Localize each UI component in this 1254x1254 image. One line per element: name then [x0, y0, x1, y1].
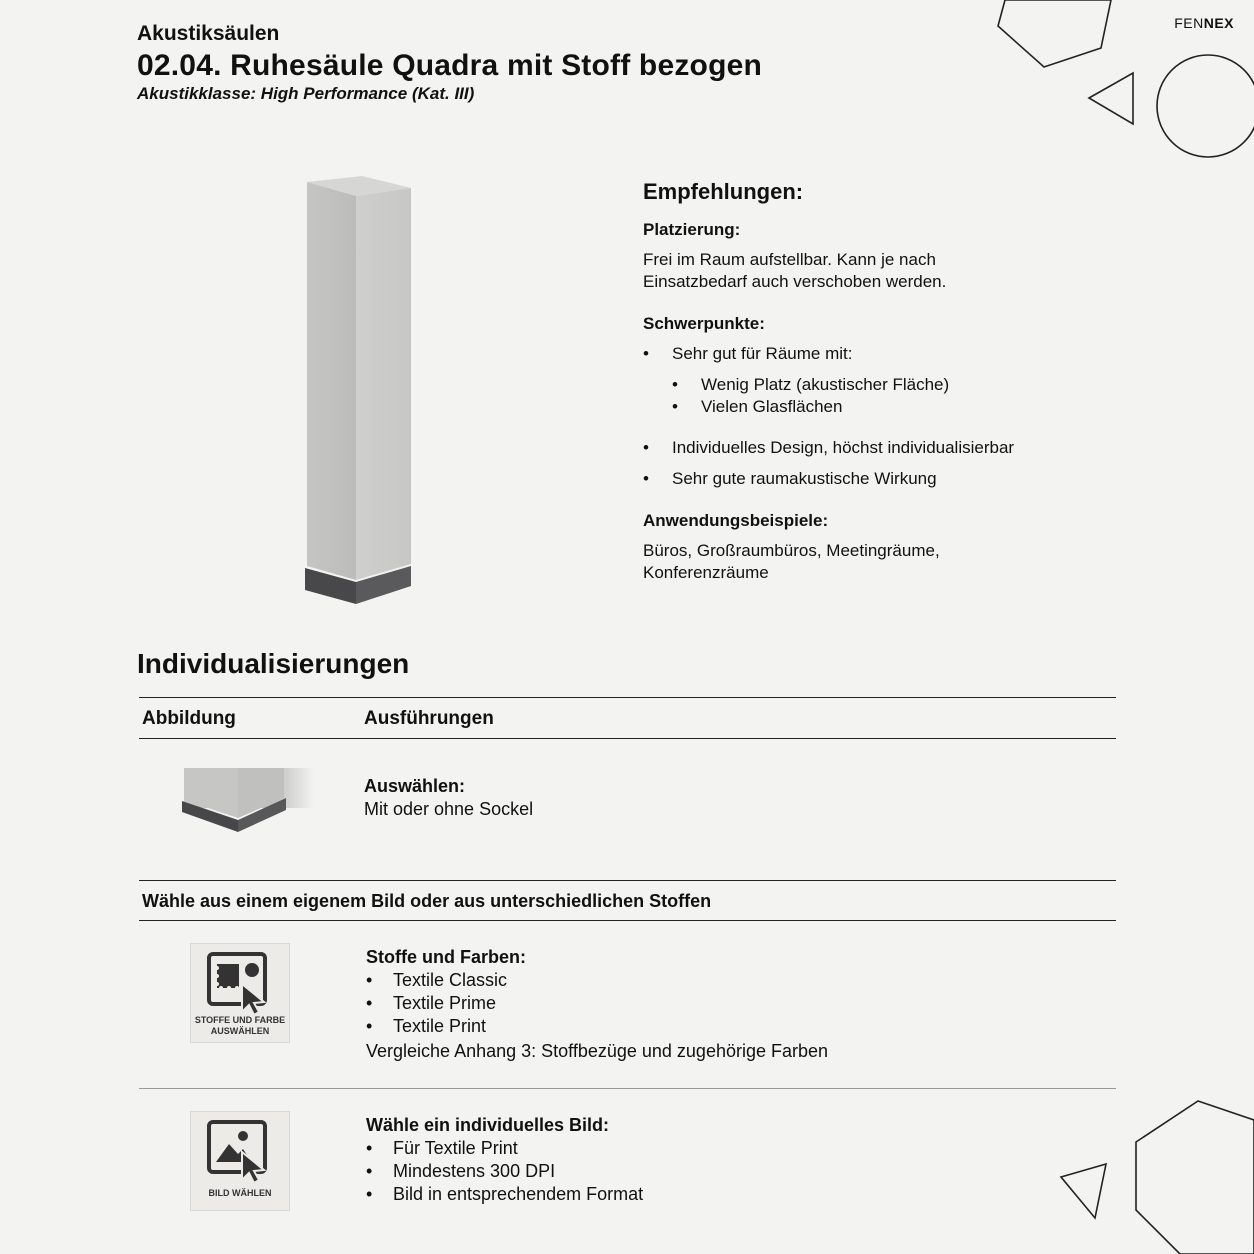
column-header-image: Abbildung — [142, 708, 236, 729]
image-option — [366, 1114, 643, 1206]
list-item: • Textile Classic — [366, 969, 828, 992]
base-label: Auswählen: — [364, 776, 466, 796]
list-item: • Mindestens 300 DPI — [366, 1160, 643, 1183]
image-select-card[interactable] — [190, 1111, 290, 1211]
list-item: • Wenig Platz (akustischer Fläche) — [672, 374, 1083, 396]
divider — [139, 697, 1116, 698]
examples-text: Büros, Großraumbüros, Meetingräume, Konferenzräume — [643, 541, 940, 582]
list-item: • Sehr gute raumakustische Wirkung — [643, 468, 1083, 490]
image-label: Wähle ein individuelles Bild: — [366, 1115, 610, 1135]
section-heading: Individualisierungen — [137, 648, 410, 679]
recommendations-panel — [643, 181, 1083, 604]
acoustic-class: Akustikklasse: High Performance (Kat. III) — [137, 84, 475, 103]
page-title: 02.04. Ruhesäule Quadra mit Stoff bezogen — [137, 49, 763, 82]
fabric-label: Stoffe und Farben: — [366, 947, 526, 967]
fabric-select-card[interactable] — [190, 943, 290, 1043]
brand-logo: FENNEX — [1174, 15, 1234, 31]
list-item: • Vielen Glasflächen — [672, 396, 1083, 418]
list-item: • Bild in entsprechendem Format — [366, 1183, 643, 1206]
fabric-option — [366, 946, 828, 1063]
base-thumbnail — [180, 768, 320, 838]
fabric-card-caption: STOFFE UND FARBE AUSWÄHLEN — [194, 1015, 286, 1036]
divider — [139, 738, 1116, 739]
placement-text: Frei im Raum aufstellbar. Kann je nach Einsatzbedarf auch verschoben werden. — [643, 250, 947, 291]
list-item: • Textile Print — [366, 1015, 828, 1038]
focus-block — [643, 313, 1083, 490]
image-cursor-icon — [205, 1118, 275, 1184]
list-item: • Textile Prime — [366, 992, 828, 1015]
circle-shape — [1157, 55, 1254, 157]
examples-block — [643, 510, 1083, 584]
fabric-note: Vergleiche Anhang 3: Stoffbezüge und zugehörige Farben — [366, 1041, 829, 1061]
triangle-shape — [1089, 73, 1133, 124]
product-column-image — [300, 170, 460, 610]
recommendations-heading: Empfehlungen: — [643, 179, 804, 204]
hexagon-shape-bottom — [1136, 1101, 1254, 1254]
category-label: Akustiksäulen — [137, 22, 280, 45]
divider — [139, 920, 1116, 921]
examples-label: Anwendungsbeispiele: — [643, 511, 829, 530]
base-option — [364, 775, 533, 821]
list-item: • Für Textile Print — [366, 1137, 643, 1160]
fabric-cursor-icon — [205, 950, 275, 1016]
column-header-options: Ausführungen — [364, 708, 494, 729]
hexagon-shape — [998, 0, 1111, 67]
placement-block — [643, 219, 1083, 293]
focus-label: Schwerpunkte: — [643, 314, 765, 333]
placement-label: Platzierung: — [643, 220, 741, 239]
list-item: • Individuelles Design, höchst individualisierbar — [643, 437, 1083, 459]
image-card-caption: BILD WÄHLEN — [208, 1188, 272, 1198]
list-item: • Sehr gut für Räume mit: • Wenig Platz (akustischer Fläche) • Vielen Glasflächen — [643, 343, 1083, 418]
base-text: Mit oder ohne Sockel — [364, 799, 534, 819]
divider — [139, 880, 1116, 881]
triangle-shape-bottom — [1061, 1164, 1106, 1218]
divider — [139, 1088, 1116, 1089]
choose-heading: Wähle aus einem eigenem Bild oder aus unterschiedlichen Stoffen — [142, 891, 712, 911]
